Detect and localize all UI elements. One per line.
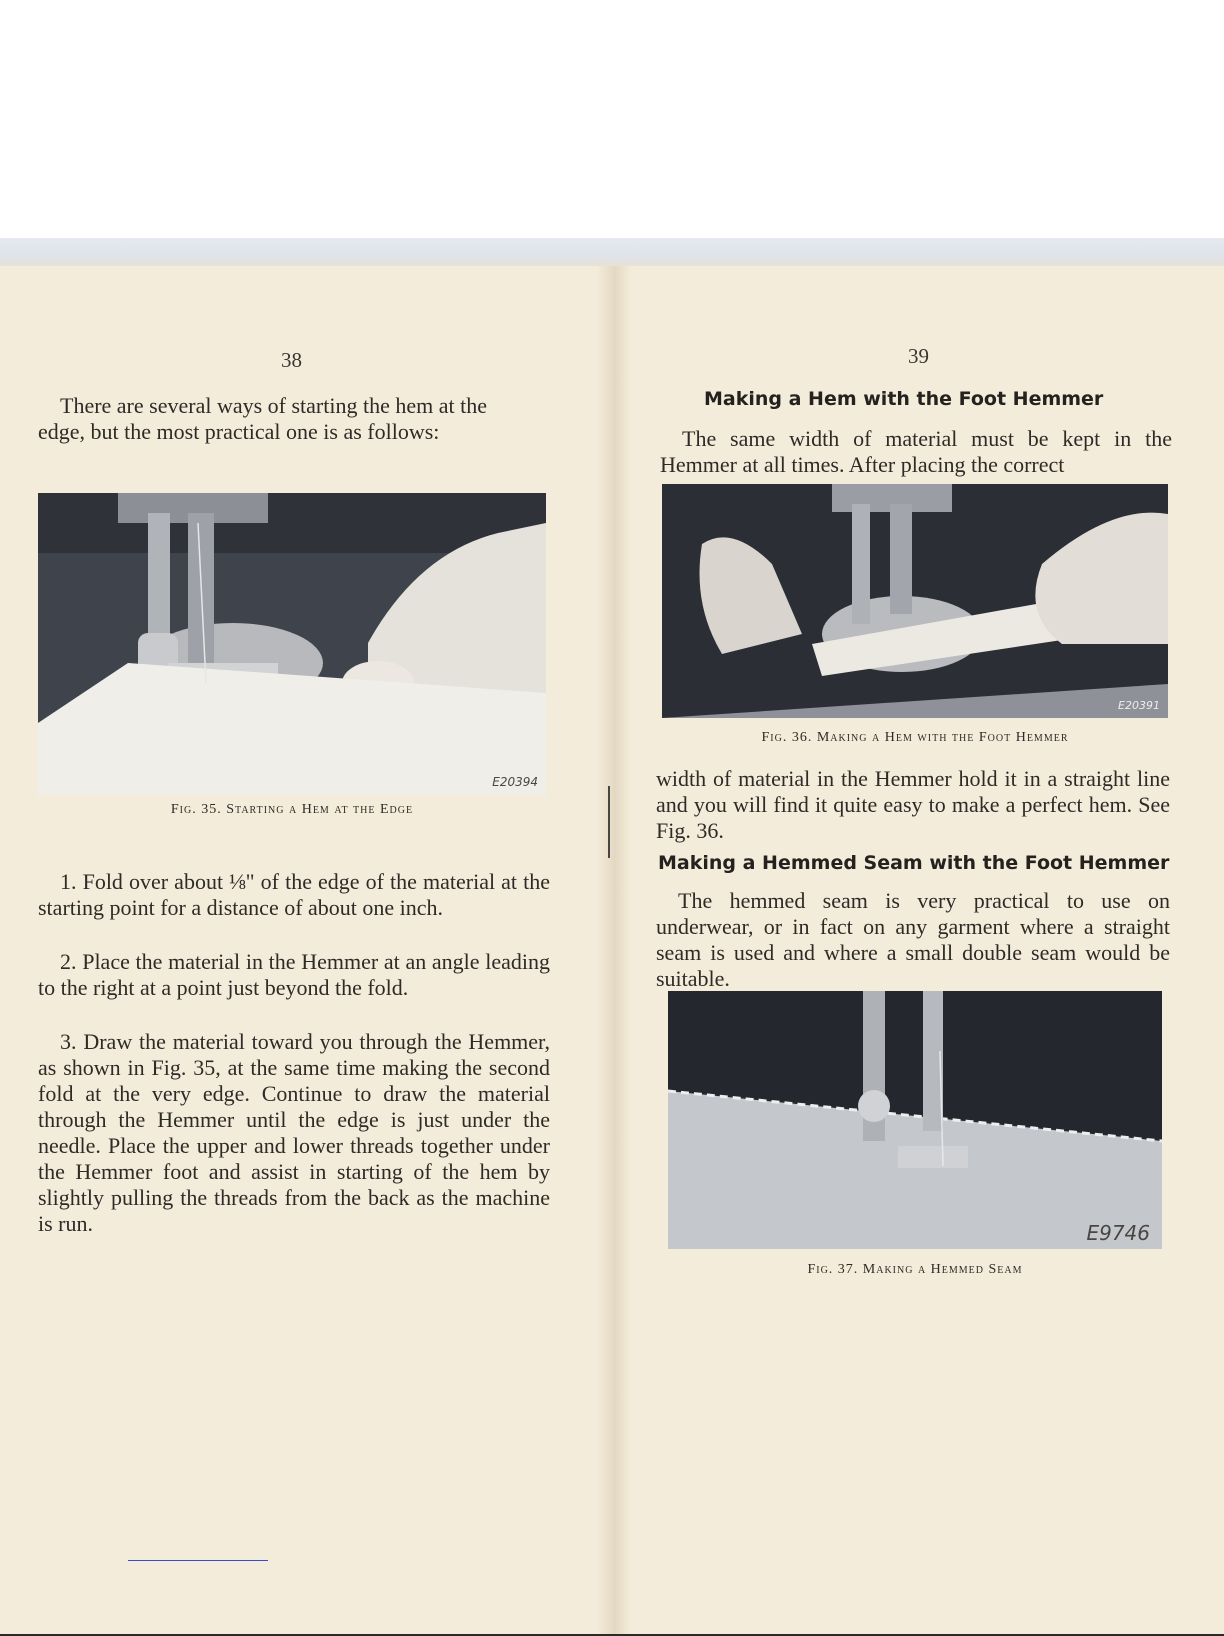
step-1 — [38, 869, 550, 921]
foot-hemmer-illustration — [662, 484, 1168, 718]
booklet-spread — [0, 266, 1224, 1636]
figure-37-caption: Fig. 37. Making a Hemmed Seam — [807, 1262, 1023, 1277]
figure-36-caption: Fig. 36. Making a Hem with the Foot Hemmer — [761, 730, 1069, 745]
hemmed-seam-paragraph: The hemmed seam is very practical to use on underwear, or in fact on any garment where a straight seam is used and where a small double seam would be suitable. — [656, 888, 1170, 991]
step-2-text: Place the material in the Hemmer at an angle leading to the right at a point just beyond the fold. — [38, 949, 551, 1000]
figure-35-caption: Fig. 35. Starting a Hem at the Edge — [170, 802, 414, 817]
sewing-machine-hemmer-illustration — [38, 493, 546, 795]
figure-35-photo — [38, 493, 546, 795]
intro-paragraph — [38, 393, 550, 445]
hem-paragraph-start: The same width of material must be kept in the Hemmer at all times. After placing the correct — [660, 426, 1172, 477]
step-3 — [38, 1029, 550, 1237]
section-heading-hemmed-seam: Making a Hemmed Seam with the Foot Hemmer — [658, 852, 1170, 874]
figure-37-code: E9746 — [1086, 1221, 1150, 1245]
page-gutter — [596, 266, 630, 1634]
step-3-number: 3. — [60, 1029, 77, 1054]
step-1-text: Fold over about ⅛" of the edge of the material at the starting point for a distance of about one inch. — [38, 869, 550, 920]
hemmed-seam-illustration — [668, 991, 1162, 1249]
intro-line-1: There are several ways of starting the hem at the — [60, 393, 487, 418]
step-1-number: 1. — [60, 869, 77, 894]
intro-line-2: edge, but the most practical one is as follows: — [38, 419, 440, 444]
figure-36-code: E20391 — [1118, 699, 1160, 712]
hem-paragraph-end: width of material in the Hemmer hold it in a straight line and you will find it quite easy to make a perfect hem. See Fig. 36. — [656, 766, 1170, 843]
step-2 — [38, 949, 550, 1001]
scanner-bed-edge — [0, 238, 1224, 268]
gutter-mark — [608, 786, 610, 858]
step-2-number: 2. — [60, 949, 77, 974]
page-number: 39 — [908, 344, 929, 368]
figure-37-photo — [668, 991, 1162, 1249]
step-3-text: Draw the material toward you through the Hemmer, as shown in Fig. 35, at the same time making the second fold at the very edge. Continue to draw the material through the Hemmer until the edge is just under the needle. Place the upper and lower threads together under the Hemmer foot and assist in starting of the hem by slightly pulling the threads from the back as the machine is run. — [38, 1029, 551, 1236]
figure-35-code: E20394 — [492, 775, 538, 789]
bottom-rule — [128, 1560, 268, 1561]
page-number: 38 — [281, 348, 302, 372]
figure-36-photo — [662, 484, 1168, 718]
section-heading-hem: Making a Hem with the Foot Hemmer — [704, 388, 1104, 410]
